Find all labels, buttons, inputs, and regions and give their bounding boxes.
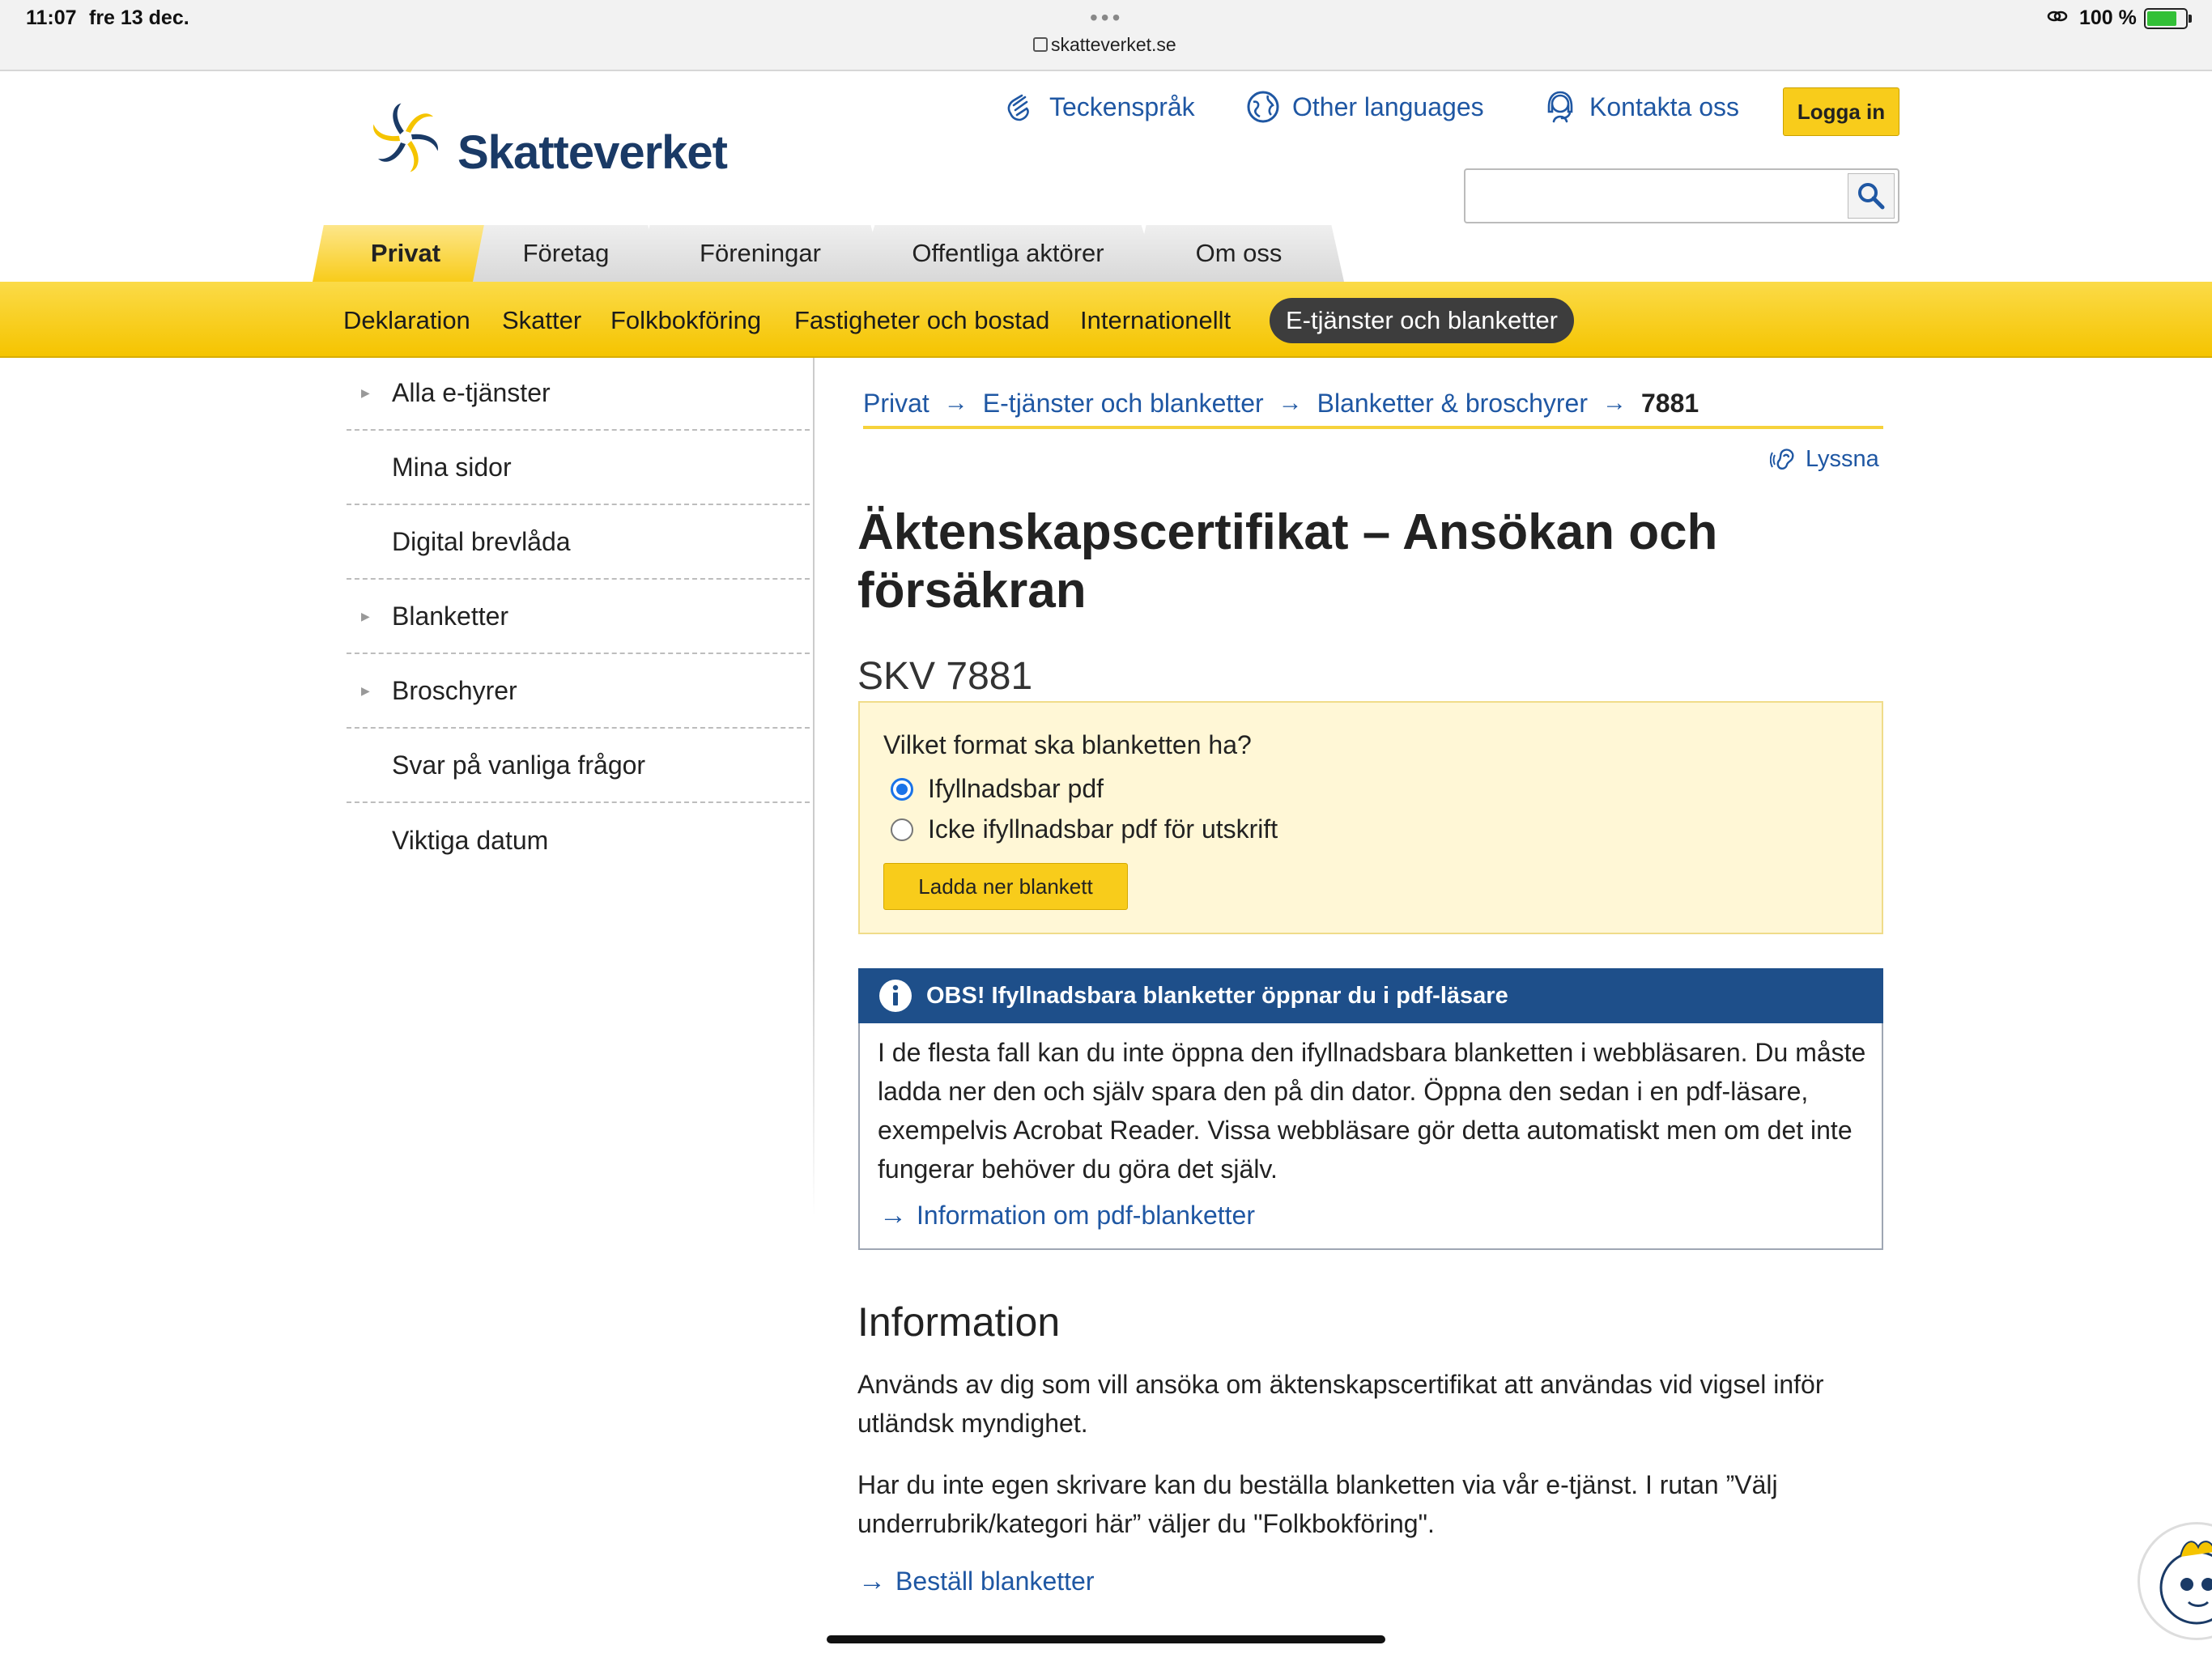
option-label: Ifyllnadsbar pdf (928, 774, 1104, 803)
link-icon (2047, 10, 2068, 23)
radio-selected[interactable] (891, 778, 913, 801)
sidebar-item-label: Mina sidor (392, 452, 512, 482)
sidebar-item-label: Blanketter (392, 601, 509, 631)
option-print-pdf[interactable] (891, 814, 1278, 844)
chat-assistant-icon[interactable] (2138, 1522, 2212, 1640)
subnav-e-tjanster[interactable]: E-tjänster och blanketter (1270, 298, 1574, 343)
sign-language-label: Teckenspråk (1049, 91, 1195, 121)
info-icon (878, 978, 913, 1014)
arrow-right-icon: → (1602, 389, 1627, 416)
arrow-right-icon: → (1278, 389, 1303, 416)
subnav-fastigheter[interactable]: Fastigheter och bostad (794, 306, 1050, 334)
sidebar-item-digital-brevlada[interactable] (347, 505, 810, 580)
tab-label: Offentliga aktörer (912, 239, 1104, 267)
sidebar-item-blanketter[interactable] (347, 580, 810, 654)
arrow-right-icon: → (858, 1566, 886, 1596)
subnav-deklaration[interactable]: Deklaration (343, 306, 470, 334)
subnav-folkbokforing[interactable]: Folkbokföring (610, 306, 762, 334)
subnav-skatter[interactable]: Skatter (502, 306, 582, 334)
battery-percent: 100 % (2079, 6, 2137, 29)
hand-icon (1002, 89, 1038, 125)
arrow-right-icon: → (943, 389, 968, 416)
notice-title: OBS! Ifyllnadsbara blanketter öppnar du i pdf-läsare (926, 982, 1508, 1009)
search-input[interactable] (1464, 168, 1899, 223)
pdf-info-link[interactable] (879, 1200, 1255, 1231)
more-dots-icon[interactable]: ••• (1090, 5, 1124, 30)
headset-icon (1542, 89, 1578, 125)
format-question: Vilket format ska blanketten ha? (883, 730, 1252, 759)
sidebar-item-viktiga-datum[interactable] (347, 803, 810, 878)
subnav-internationellt[interactable]: Internationellt (1080, 306, 1231, 334)
option-fillable-pdf[interactable] (891, 774, 1104, 804)
pdf-info-label: Information om pdf-blanketter (917, 1201, 1255, 1230)
listen-button[interactable] (1770, 445, 1879, 473)
sidebar-item-label: Alla e-tjänster (392, 377, 551, 407)
sidebar-divider (813, 358, 815, 1216)
home-indicator (827, 1635, 1385, 1643)
order-forms-label: Beställ blanketter (895, 1567, 1095, 1596)
sidebar-item-mina-sidor[interactable] (347, 431, 810, 505)
status-date: fre 13 dec. (89, 6, 189, 29)
notice-header (858, 968, 1883, 1023)
radio-unselected[interactable] (891, 818, 913, 841)
tab-offentliga-aktorer[interactable] (857, 225, 1159, 282)
information-heading: Information (857, 1299, 1061, 1345)
breadcrumb-privat[interactable]: Privat (863, 388, 929, 418)
notice-text: I de flesta fall kan du inte öppna den ifyllnadsbara blanketten i webbläsaren. Du måste ladda ner den och själv spara den på din dator. Öppna den sedan i en pdf-läsare, exempelvis Acrobat Reader. Vissa webbläsare gör detta automatiskt men om det inte fungerar behöver du göra det själv. (878, 1038, 1866, 1184)
sign-language-link[interactable] (1002, 89, 1195, 125)
tab-label: Privat (370, 239, 441, 267)
expand-arrow-icon: ▶ (361, 385, 370, 399)
sidebar-item-label: Broschyrer (392, 675, 517, 705)
breadcrumb (863, 380, 1883, 429)
sidebar-item-label: Digital brevlåda (392, 526, 571, 556)
information-paragraph: Har du inte egen skrivare kan du beställa blanketten via vår e-tjänst. I rutan ”Välj underrubrik/kategori här” väljer du "Folkbokföring". (857, 1470, 1778, 1538)
listen-label: Lyssna (1806, 445, 1879, 472)
breadcrumb-e-tjanster[interactable]: E-tjänster och blanketter (982, 388, 1264, 418)
login-button[interactable]: Logga in (1783, 87, 1899, 136)
other-languages-link[interactable] (1245, 89, 1484, 125)
order-forms-link[interactable] (858, 1566, 1094, 1597)
contact-link[interactable] (1542, 89, 1739, 125)
logo-text[interactable]: Skatteverket (457, 126, 727, 179)
sidebar-item-vanliga-fragor[interactable] (347, 729, 810, 803)
other-languages-label: Other languages (1292, 91, 1484, 121)
sidebar-item-broschyrer[interactable] (347, 654, 810, 729)
search-icon (1856, 181, 1887, 211)
contact-label: Kontakta oss (1589, 91, 1739, 121)
battery-icon (2144, 8, 2188, 29)
address-bar[interactable] (1028, 34, 1176, 56)
sidebar-item-label: Viktiga datum (392, 825, 549, 855)
option-label: Icke ifyllnadsbar pdf för utskrift (928, 814, 1278, 844)
expand-arrow-icon: ▶ (361, 683, 370, 697)
tab-foretag[interactable] (473, 225, 659, 282)
skatteverket-logo-icon[interactable] (368, 100, 443, 175)
tab-label: Företag (522, 239, 610, 267)
sidebar-item-alla-e-tjanster[interactable] (347, 356, 810, 431)
breadcrumb-blanketter[interactable]: Blanketter & broschyrer (1317, 388, 1588, 418)
tab-foreningar[interactable] (635, 225, 886, 282)
url-text: skatteverket.se (1051, 34, 1176, 55)
tab-om-oss[interactable] (1134, 225, 1344, 282)
tab-privat[interactable] (313, 225, 499, 282)
form-code: SKV 7881 (857, 655, 1033, 698)
search-button[interactable] (1848, 173, 1895, 219)
arrow-right-icon: → (879, 1200, 907, 1231)
expand-arrow-icon: ▶ (361, 609, 370, 623)
status-time: 11:07 (26, 6, 77, 29)
tab-label: Om oss (1195, 239, 1283, 267)
sidebar-item-label: Svar på vanliga frågor (392, 750, 646, 780)
information-paragraph: Används av dig som vill ansöka om äktenskapscertifikat att användas vid vigsel inför utländsk myndighet. (857, 1370, 1824, 1438)
tab-label: Föreningar (700, 239, 821, 267)
globe-icon (1245, 89, 1281, 125)
breadcrumb-current: 7881 (1641, 388, 1699, 418)
download-form-button[interactable]: Ladda ner blankett (883, 863, 1128, 910)
page-title: Äktenskapscertifikat – Ansökan och försäkran (857, 504, 1718, 619)
ear-icon (1770, 445, 1797, 473)
